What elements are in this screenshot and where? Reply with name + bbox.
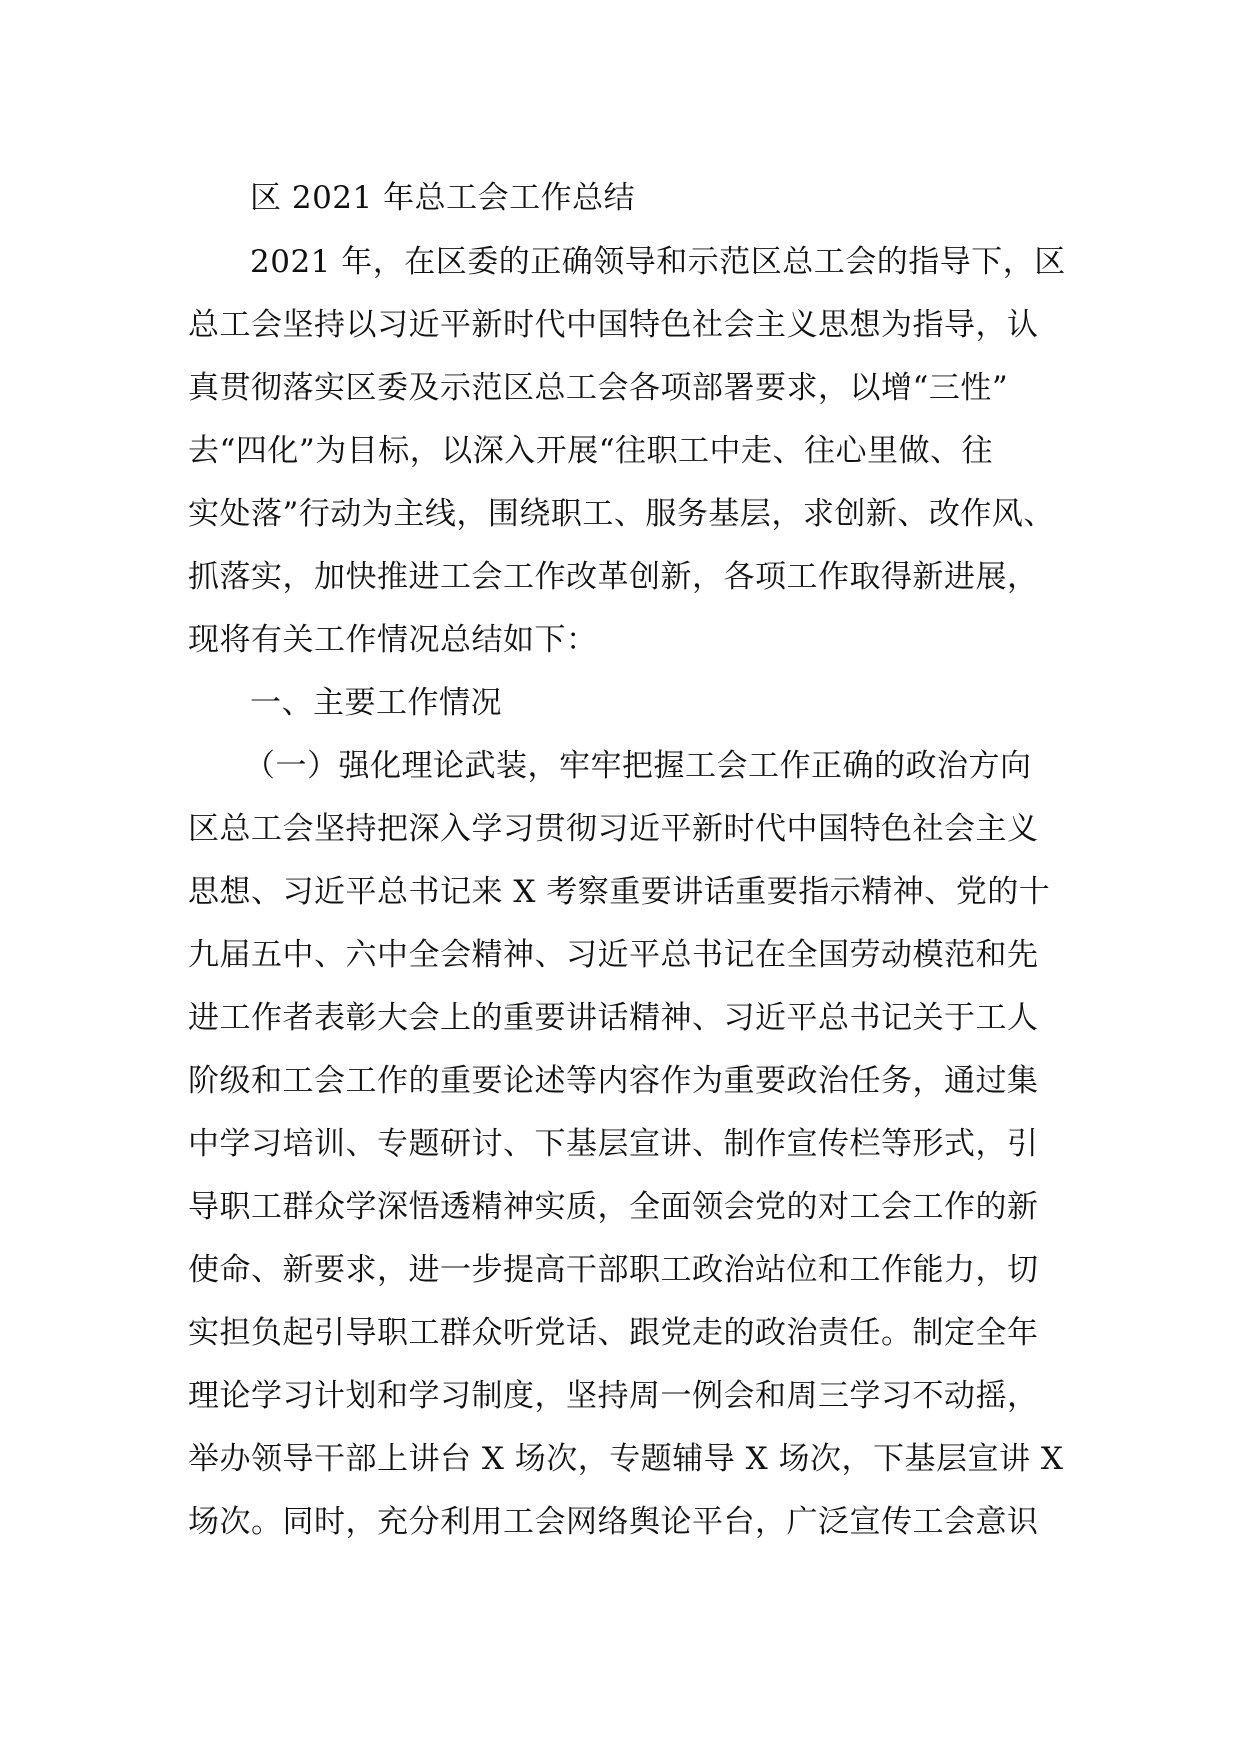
paragraph-line: 使命、新要求，进一步提高干部职工政治站位和工作能力，切 [188, 1252, 1039, 1288]
paragraph-line: 实处落”行动为主线，围绕职工、服务基层，求创新、改作风、 [188, 496, 1055, 532]
paragraph-line: 实担负起引导职工群众听党话、跟党走的政治责任。制定全年 [188, 1315, 1039, 1351]
paragraph-line: 场次。同时，充分利用工会网络舆论平台，广泛宣传工会意识 [188, 1504, 1039, 1540]
paragraph-line: 举办领导干部上讲台 X 场次，专题辅导 X 场次，下基层宣讲 X [188, 1441, 1064, 1477]
paragraph-line: 抓落实，加快推进工会工作改革创新，各项工作取得新进展， [188, 559, 1039, 595]
paragraph-line: 真贯彻落实区委及示范区总工会各项部署要求，以增“三性” [188, 370, 1009, 406]
paragraph-line: 理论学习计划和学习制度，坚持周一例会和周三学习不动摇， [188, 1378, 1039, 1414]
paragraph-line: 去“四化”为目标，以深入开展“往职工中走、往心里做、往 [188, 433, 994, 469]
section-heading: 一、主要工作情况 [250, 685, 502, 721]
paragraph-line: 九届五中、六中全会精神、习近平总书记在全国劳动模范和先 [188, 937, 1039, 973]
paragraph-line: 阶级和工会工作的重要论述等内容作为重要政治任务，通过集 [188, 1063, 1039, 1099]
paragraph-line: 现将有关工作情况总结如下： [188, 622, 598, 658]
paragraph-line: 2021 年，在区委的正确领导和示范区总工会的指导下，区 [250, 244, 1066, 280]
paragraph-line: 进工作者表彰大会上的重要讲话精神、习近平总书记关于工人 [188, 1000, 1039, 1036]
paragraph-line: 中学习培训、专题研讨、下基层宣讲、制作宣传栏等形式，引 [188, 1126, 1039, 1162]
paragraph-line: 思想、习近平总书记来 X 考察重要讲话重要指示精神、党的十 [188, 874, 1051, 910]
subsection-heading: （一）强化理论武装，牢牢把握工会工作正确的政治方向 [244, 748, 1032, 784]
paragraph-line: 区总工会坚持把深入学习贯彻习近平新时代中国特色社会主义 [188, 811, 1039, 847]
paragraph-line: 导职工群众学深悟透精神实质，全面领会党的对工会工作的新 [188, 1189, 1039, 1225]
paragraph-line: 总工会坚持以习近平新时代中国特色社会主义思想为指导，认 [188, 307, 1039, 343]
document-title: 区 2021 年总工会工作总结 [250, 180, 636, 216]
